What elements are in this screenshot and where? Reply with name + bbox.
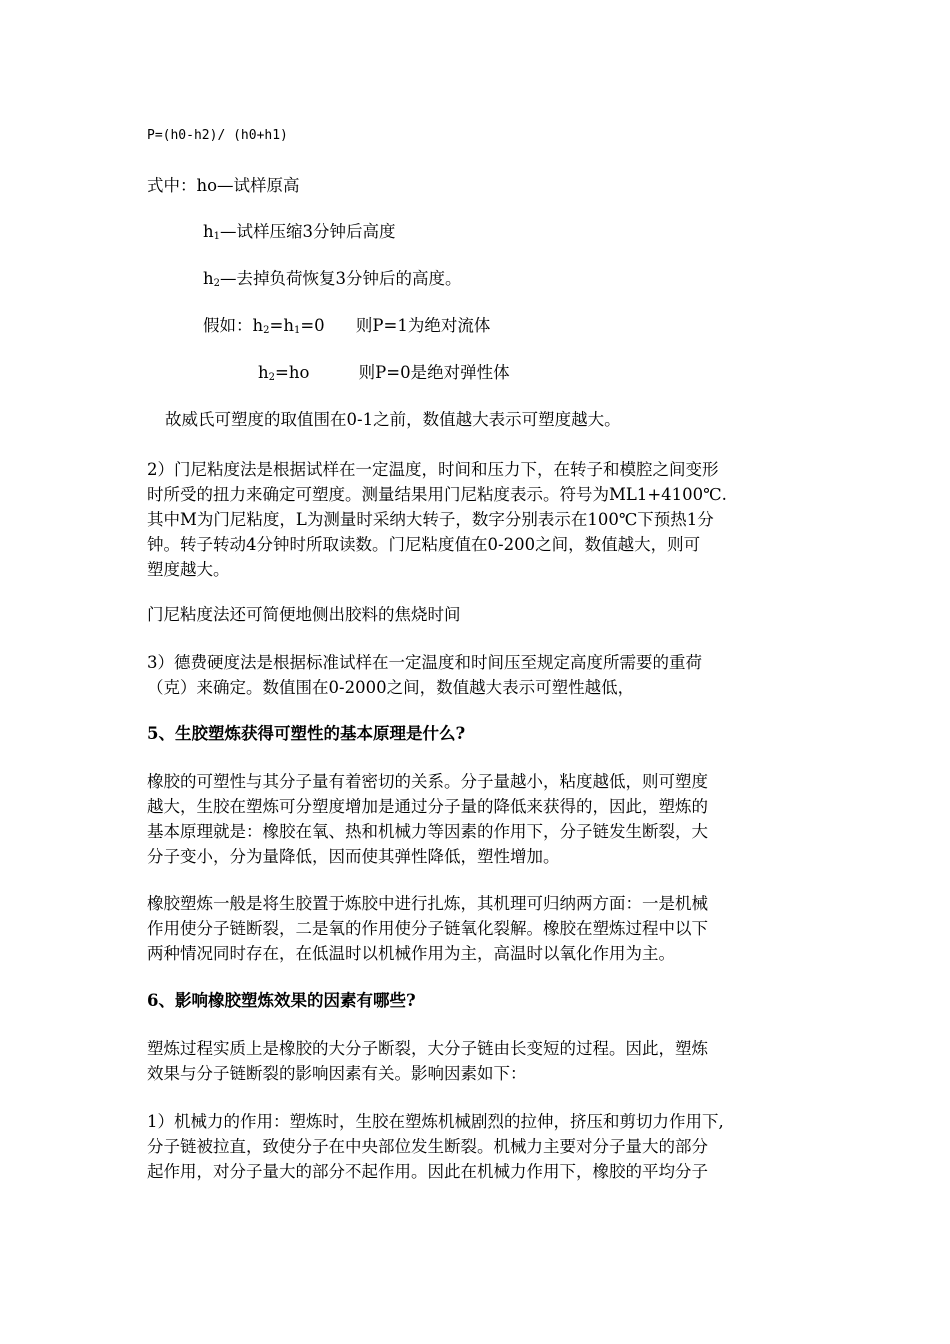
mooney-line-3: 其中M为门尼粘度，L为测量时采纳大转子，数字分别表示在100℃下预热1分 [147,510,714,529]
definition-h2 [203,267,462,296]
case1-prefix: 假如：h [203,316,264,335]
case1-sub-a: 2 [263,325,270,336]
principle-line-1: 橡胶的可塑性与其分子量有着密切的关系。分子量越小，粘度越低，则可塑度 [147,772,708,791]
h2-sub: 2 [213,278,221,289]
scorch-paragraph: 门尼粘度法还可简便地侧出胶料的焦烧时间 [147,605,461,624]
case1-result: 则P=1为绝对流体 [355,316,491,335]
case2-var: h [258,363,269,382]
h2-var: h [203,269,214,288]
h1-var: h [203,222,214,241]
formula: P=(h0-h2)/ (h0+h1) [147,128,288,143]
principle-line-3: 基本原理就是：橡胶在氧、热和机械力等因素的作用下，分子链发生断裂，大 [147,822,708,841]
case2-sub: 2 [268,372,276,383]
defo-line-2: （克）来确定。数值围在0-2000之间，数值越大表示可塑性越低， [147,678,635,697]
factors-line-2: 效果与分子链断裂的影响因素有关。影响因素如下： [147,1064,527,1083]
mechanical-line-2: 分子链被拉直，致使分子在中央部位发生断裂。机械力主要对分子量大的部分 [147,1137,708,1156]
mooney-line-4: 钟。转子转动4分钟时所取读数。门尼粘度值在0-200之间，数值越大，则可 [147,535,701,554]
defo-line-1: 3）德费硬度法是根据标准试样在一定温度和时间压至规定高度所需要的重荷 [147,653,702,672]
case2-result: 则P=0是绝对弹性体 [358,363,510,382]
definition-intro: 式中：ho—试样原高 [147,176,300,195]
case2-rest: =ho [275,363,310,382]
case1-sub-b: 1 [293,325,301,336]
range-paragraph: 故威氏可塑度的取值围在0-1之前，数值越大表示可塑度越大。 [165,410,621,429]
h1-text: —试样压缩3分钟后高度 [220,222,396,241]
mechanism-line-3: 两种情况同时存在，在低温时以机械作用为主，高温时以氧化作用为主。 [147,944,675,963]
principle-line-4: 分子变小，分为量降低，因而使其弹性降低，塑性增加。 [147,847,560,866]
mooney-line-1: 2）门尼粘度法是根据试样在一定温度，时间和压力下，在转子和模腔之间变形 [147,460,719,479]
case-elastic [258,361,510,390]
heading-6: 6、影响橡胶塑炼效果的因素有哪些? [147,991,416,1010]
case1-mid: =h [269,316,294,335]
mechanical-line-1: 1）机械力的作用：塑炼时，生胶在塑炼机械剧烈的拉伸，挤压和剪切力作用下, [147,1112,724,1131]
heading-5: 5、生胶塑炼获得可塑性的基本原理是什么? [147,724,466,743]
mechanism-line-2: 作用使分子链断裂，二是氧的作用使分子链氧化裂解。橡胶在塑炼过程中以下 [147,919,708,938]
mooney-line-5: 塑度越大。 [147,560,230,579]
definition-h1 [203,220,396,249]
h2-text: —去掉负荷恢复3分钟后的高度。 [220,269,462,288]
h1-sub: 1 [213,231,221,242]
mechanical-line-3: 起作用，对分子量大的部分不起作用。因此在机械力作用下，橡胶的平均分子 [147,1162,708,1181]
mechanism-line-1: 橡胶塑炼一般是将生胶置于炼胶中进行扎炼，其机理可归纳两方面：一是机械 [147,894,708,913]
case-fluid [203,314,490,343]
factors-line-1: 塑炼过程实质上是橡胶的大分子断裂，大分子链由长变短的过程。因此，塑炼 [147,1039,708,1058]
case1-rest: =0 [300,316,325,335]
principle-line-2: 越大，生胶在塑炼可分塑度增加是通过分子量的降低来获得的，因此，塑炼的 [147,797,708,816]
mooney-line-2: 时所受的扭力来确定可塑度。测量结果用门尼粘度表示。符号为ML1+4100℃. [147,485,727,504]
